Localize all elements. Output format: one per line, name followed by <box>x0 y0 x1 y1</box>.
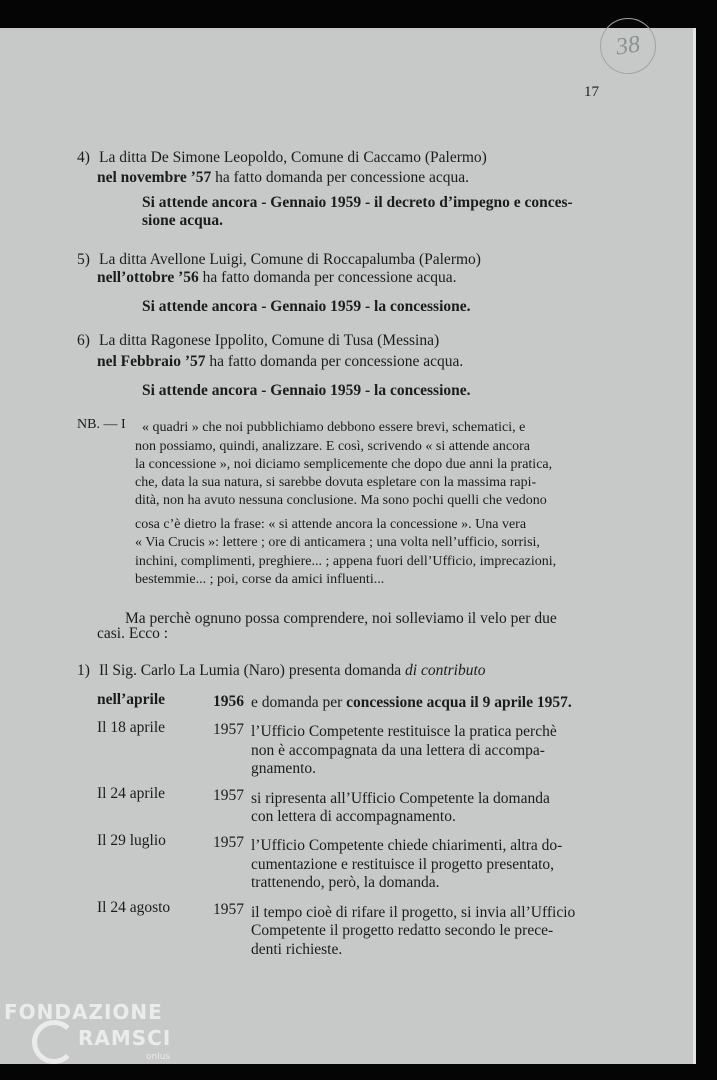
case-1-first-text <box>251 693 572 713</box>
timeline-text-line: gnamento. <box>251 760 316 777</box>
item-4-line2 <box>97 168 469 188</box>
timeline-year: 1957 <box>213 787 244 804</box>
case-1-line1-text: Il Sig. Carlo La Lumia (Naro) presenta domanda <box>99 662 402 679</box>
nb-line: dità, non ha avuto nessuna conclusione. Ma sono pochi quelli che vedono <box>135 493 547 508</box>
item-4-number: 4) <box>77 149 90 166</box>
timeline-text-line: non è accompagnata da una lettera di accompa- <box>251 742 545 759</box>
timeline-text-line: denti richieste. <box>251 941 343 958</box>
timeline-date: Il 18 aprile <box>97 719 166 736</box>
nb-label: NB. — I <box>77 417 126 432</box>
intro-line2: casi. Ecco : <box>97 625 169 642</box>
timeline-date: Il 24 agosto <box>97 899 171 916</box>
item-5-line1: La ditta Avellone Luigi, Comune di Roccapalumba (Palermo) <box>99 251 481 268</box>
case-1-first-text-normal: e domanda per <box>251 694 343 711</box>
item-4-line2-rest: ha fatto domanda per concessione acqua. <box>215 169 470 186</box>
handwritten-page-mark: 38 <box>596 14 659 77</box>
item-5-note: Si attende ancora - Gennaio 1959 - la concessione. <box>142 298 471 315</box>
nb-line: « quadri » che noi pubblichiamo debbono essere brevi, schematici, e <box>142 420 526 435</box>
timeline-date: Il 29 luglio <box>97 832 166 849</box>
item-5-number: 5) <box>77 251 90 268</box>
case-1-line1-italic: di contributo <box>405 662 486 679</box>
timeline-text-line: Competente il progetto redatto secondo le prece- <box>251 922 554 939</box>
case-1-first-year: 1956 <box>213 693 244 710</box>
timeline-text-line: si ripresenta all’Ufficio Competente la domanda <box>251 790 550 807</box>
nb-line: cosa c’è dietro la frase: « si attende ancora la concessione ». Una vera <box>135 517 527 532</box>
case-1-first-text-bold: concessione acqua il 9 aprile 1957. <box>346 694 572 711</box>
item-6-line2 <box>97 352 463 372</box>
timeline-text-line: trattenendo, però, la domanda. <box>251 874 440 891</box>
watermark-line2: RAMSCI <box>78 1026 172 1050</box>
timeline-text-line: il tempo cioè di rifare il progetto, si invia all’Ufficio <box>251 904 576 921</box>
item-4-note-line1: Si attende ancora - Gennaio 1959 - il decreto d’impegno e conces- <box>142 194 573 211</box>
item-6-date: nel Febbraio ’57 <box>97 353 206 370</box>
item-4-line1: La ditta De Simone Leopoldo, Comune di Caccamo (Palermo) <box>99 149 487 166</box>
nb-line: non possiamo, quindi, analizzare. E così, scrivendo « si attende ancora <box>135 439 530 454</box>
item-5-line2 <box>97 268 457 288</box>
timeline-year: 1957 <box>213 834 244 851</box>
case-1-first-date: nell’aprile <box>97 691 166 708</box>
timeline-date: Il 24 aprile <box>97 785 166 802</box>
fondazione-gramsci-watermark <box>4 1000 179 1078</box>
item-4-note-line2: sione acqua. <box>142 212 223 229</box>
nb-line: inchini, complimenti, preghiere... ; appena fuori dell’Ufficio, imprecazioni, <box>135 554 557 569</box>
timeline-text-line: con lettera di accompagnamento. <box>251 808 456 825</box>
nb-line: che, data la sua natura, si sarebbe dovuta espletare con la massima rapi- <box>135 475 537 490</box>
item-5-date: nell’ottobre ’56 <box>97 269 199 286</box>
timeline-text-line: l’Ufficio Competente chiede chiarimenti, altra do- <box>251 837 563 854</box>
case-1-line1 <box>99 661 486 681</box>
item-6-note: Si attende ancora - Gennaio 1959 - la concessione. <box>142 382 471 399</box>
watermark-g-logo-icon <box>32 1020 76 1064</box>
timeline-year: 1957 <box>213 721 244 738</box>
watermark-onlus: onlus <box>146 1052 171 1062</box>
timeline-text-line: cumentazione e restituisce il progetto presentato, <box>251 856 554 873</box>
timeline-year: 1957 <box>213 901 244 918</box>
item-6-number: 6) <box>77 332 90 349</box>
item-4-date: nel novembre ’57 <box>97 169 212 186</box>
item-6-line2-rest: ha fatto domanda per concessione acqua. <box>209 353 464 370</box>
timeline-text-line: l’Ufficio Competente restituisce la pratica perchè <box>251 723 557 740</box>
intro-line1: Ma perchè ognuno possa comprendere, noi solleviamo il velo per due <box>125 610 557 627</box>
nb-line: la concessione », noi diciamo semplicemente che dopo due anni la pratica, <box>135 457 553 472</box>
page-number: 17 <box>584 84 599 100</box>
item-5-line2-rest: ha fatto domanda per concessione acqua. <box>202 269 457 286</box>
watermark-line1: FONDAZIONE <box>4 1000 163 1024</box>
case-1-number: 1) <box>77 662 90 679</box>
item-6-line1: La ditta Ragonese Ippolito, Comune di Tusa (Messina) <box>99 332 440 349</box>
nb-line: « Via Crucis »: lettere ; ore di anticamera ; una volta nell’ufficio, sorrisi, <box>135 535 540 550</box>
nb-line: bestemmie... ; poi, corse da amici influenti... <box>135 572 385 587</box>
